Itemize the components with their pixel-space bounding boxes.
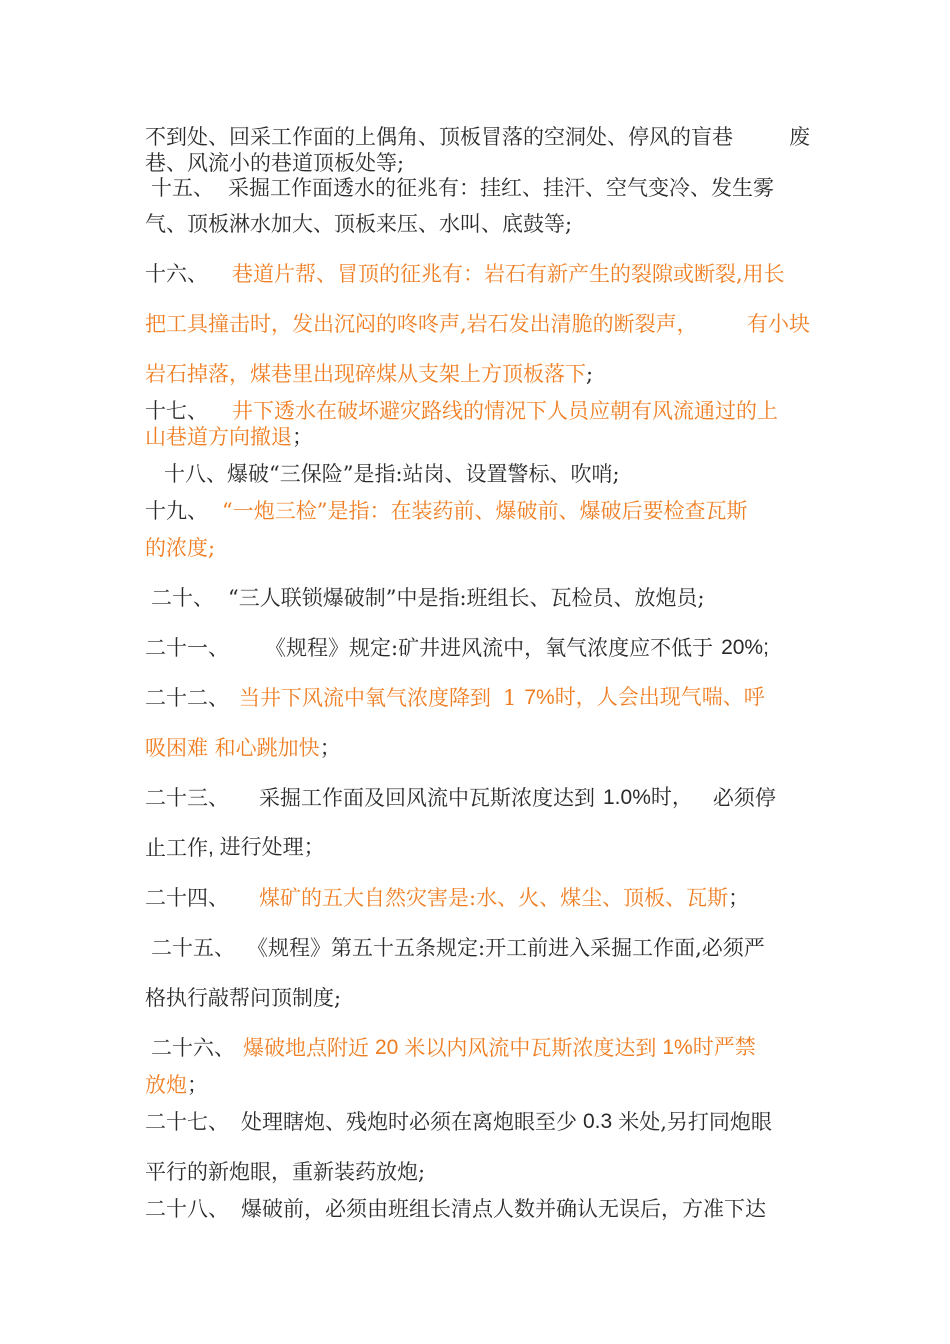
text-line [145, 735, 810, 761]
text-segment: ； [292, 425, 313, 449]
text-line [145, 311, 810, 337]
item-number: 二十四、 [145, 886, 229, 910]
text-segment: 放炮 [145, 1073, 187, 1097]
item-number: 十九、 [145, 499, 208, 523]
text-segment: 采掘工作面透水的征兆有：挂红、挂汗、空气变冷、发生雾 [228, 176, 774, 200]
percent-value: 20%; [721, 636, 769, 659]
text-segment: 爆破前，必须由班组长清点人数并确认无误后，方准下达 [241, 1197, 766, 1221]
item-number: 二十七、 [145, 1110, 229, 1134]
text-line [145, 211, 810, 237]
list-item-25 [145, 935, 810, 961]
text-segment: 0.3 [583, 1110, 613, 1133]
text-segment: 井下透水在破坏避灾路线的情况下人员应朝有风流通过的上 [232, 399, 778, 423]
item-number: 二十一、 [145, 636, 229, 660]
text-segment: 煤矿的五大自然灾害是:水、火、煤尘、顶板、瓦斯 [259, 886, 729, 910]
text-segment: 巷道片帮、冒顶的征兆有：岩石有新产生的裂隙或断裂,用长 [232, 262, 785, 286]
text-segment: “三人联锁爆破制”中是指:班组长、瓦检员、放炮员; [228, 586, 705, 610]
text-segment: 气、顶板淋水加大、顶板来压、水叫、底鼓等; [145, 212, 573, 236]
list-item-23 [145, 785, 810, 811]
text-segment: 爆破地点附近 [243, 1036, 369, 1060]
item-number: 十七、 [145, 399, 208, 423]
list-item-24 [145, 885, 810, 911]
text-segment: , 进行处理； [208, 836, 325, 859]
text-segment: ； [319, 736, 341, 760]
text-segment: 废 [789, 125, 810, 149]
list-item-20 [145, 585, 810, 611]
list-item-18 [145, 461, 810, 487]
text-segment: 的浓度; [145, 536, 216, 560]
text-segment: 山巷道方向撤退 [145, 425, 292, 449]
text-segment: 吸困难 和心跳加快 [145, 736, 320, 760]
text-line [145, 1159, 810, 1185]
list-item-27 [145, 1109, 810, 1135]
text-segment: ; [586, 362, 594, 386]
text-segment: 《规程》规定:矿井进风流中，氧气浓度应不低于 [265, 636, 714, 660]
list-item-26 [145, 1035, 810, 1061]
list-item-22 [145, 685, 810, 711]
list-item-28 [145, 1196, 810, 1222]
text-segment: 平行的新炮眼，重新装药放炮; [145, 1160, 426, 1184]
text-segment: 不到处、回采工作面的上偶角、顶板冒落的空洞处、停风的盲巷 [145, 125, 733, 149]
text-segment: 止工作 [145, 836, 208, 860]
text-segment: 把工具撞击时，发出沉闷的咚咚声,岩石发出清脆的断裂声， [145, 312, 698, 336]
text-segment: 巷、风流小的巷道顶板处等; [145, 151, 405, 175]
text-segment: 1%时严禁 [662, 1036, 756, 1059]
text-segment: 1 [503, 686, 517, 710]
text-line [145, 124, 810, 150]
text-segment: 米处,另打同炮眼 [618, 1110, 772, 1134]
text-line [145, 535, 810, 561]
item-number: 二十六、 [151, 1036, 235, 1060]
item-number: 二十、 [151, 586, 214, 610]
text-line [145, 1072, 810, 1098]
text-segment: 处理瞎炮、残炮时必须在离炮眼至少 [241, 1110, 577, 1134]
text-line [145, 150, 810, 176]
list-item-15 [145, 175, 810, 201]
list-item-21 [145, 635, 810, 661]
list-item-19 [145, 498, 810, 524]
text-segment: 岩石掉落，煤巷里出现碎煤从支架上方顶板落下 [145, 362, 586, 386]
item-number: 十五、 [151, 176, 214, 200]
item-number: 二十二、 [145, 686, 229, 710]
text-segment: 必须停 [712, 786, 776, 810]
item-number: 十六、 [145, 262, 208, 286]
text-line [145, 835, 810, 861]
text-line [145, 361, 810, 387]
text-segment: ； [187, 1073, 208, 1097]
item-number: 二十五、 [151, 936, 235, 960]
list-item-17 [145, 398, 810, 424]
text-segment: 当井下风流中氧气浓度降到 [239, 686, 491, 710]
text-segment: ； [728, 886, 750, 910]
item-number: 二十八、 [145, 1197, 229, 1221]
text-segment: 格执行敲帮问顶制度; [145, 986, 342, 1010]
text-segment: 采掘工作面及回风流中瓦斯浓度达到 [259, 786, 595, 810]
text-segment: 十八、爆破“三保险”是指:站岗、设置警标、吹哨; [164, 462, 620, 486]
item-number: 二十三、 [145, 786, 229, 810]
text-line [145, 424, 810, 450]
text-segment: 20 [375, 1036, 399, 1059]
list-item-16 [145, 261, 810, 287]
text-segment: 米以内风流中瓦斯浓度达到 [404, 1036, 657, 1060]
text-segment: 7%时，人会出现气喘、呼 [524, 686, 765, 709]
text-line [145, 985, 810, 1011]
text-segment: “一炮三检”是指：在装药前、爆破前、爆破后要检查瓦斯 [222, 499, 748, 523]
text-segment: 《规程》第五十五条规定:开工前进入采掘工作面,必须严 [247, 936, 765, 960]
text-segment: 1.0%时， [603, 786, 693, 809]
text-segment: 有小块 [747, 312, 810, 336]
